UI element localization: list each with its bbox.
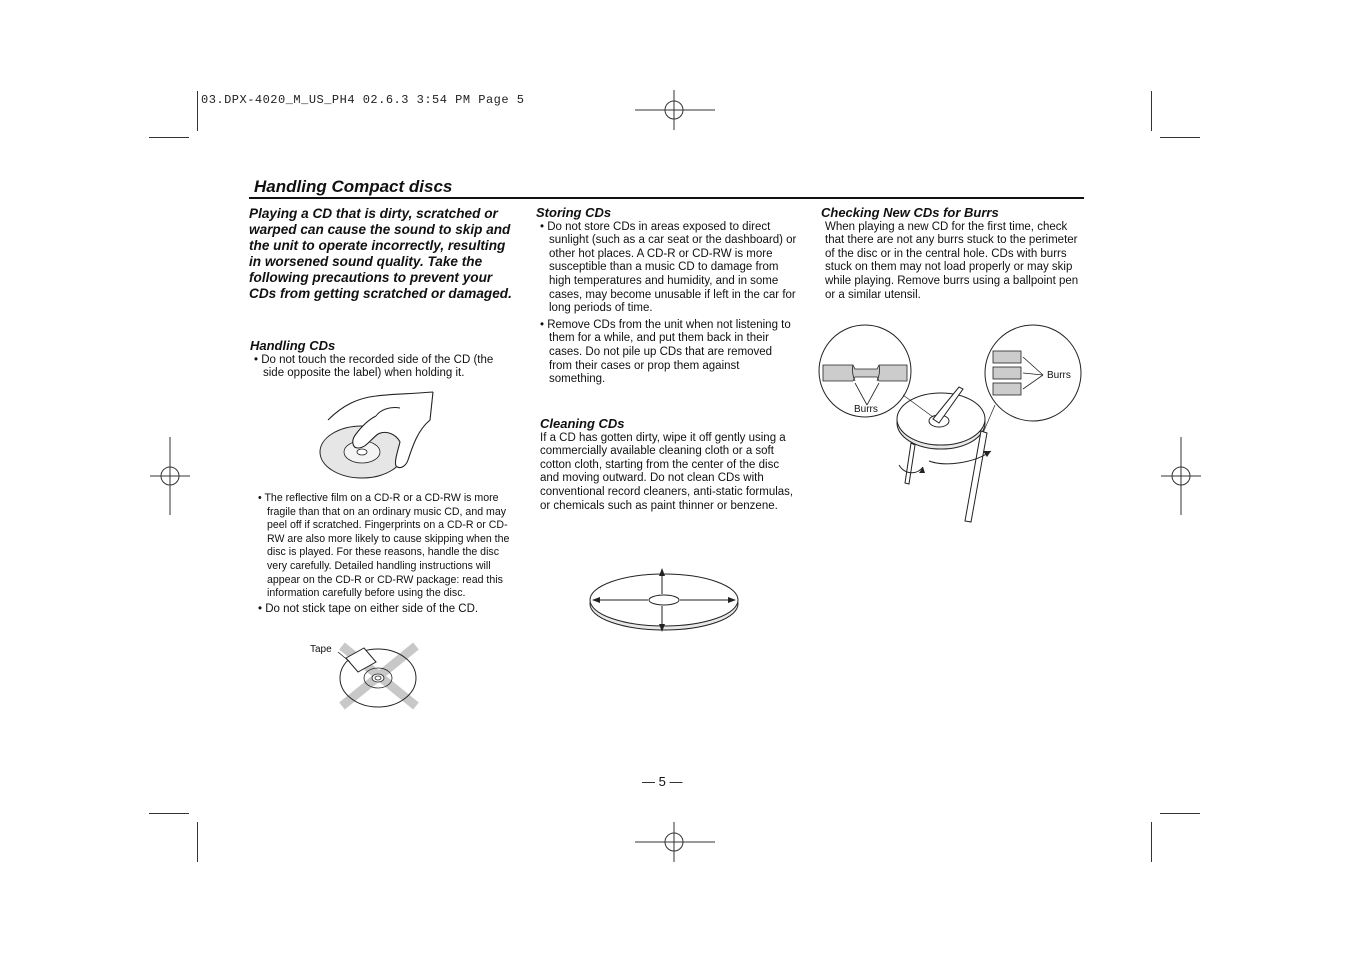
intro-warning: Playing a CD that is dirty, scratched or warped can cause the sound to skip and the unit to operate incorrectly, resulting in worsened sound quality. Take the following precautions to prevent your CDs from getting scratched or damaged. <box>249 206 512 301</box>
burrs-text: When playing a new CD for the first time, check that there are not any burrs stuck to the perimeter of the disc or in the central hole. CDs with burrs stuck on them may not load properly or may skip while playing. Remove burrs using a ballpoint pen or a similar utensil. <box>825 220 1079 301</box>
registration-mark-icon <box>635 90 715 130</box>
registration-mark-icon <box>635 822 715 862</box>
burrs-label-left: Burrs <box>854 404 878 415</box>
crop-mark <box>197 822 198 862</box>
hand-holding-cd-icon <box>318 390 438 485</box>
handling-bullets-more <box>254 492 512 616</box>
storing-section <box>536 206 798 387</box>
print-slug: 03.DPX-4020_M_US_PH4 02.6.3 3:54 PM Page 5 <box>201 93 525 107</box>
page-number: — 5 — <box>642 774 683 789</box>
column-left <box>249 206 517 302</box>
storing-bullet-heat: • Do not store CDs in areas exposed to direct sunlight (such as a car seat or the dashboard) or other hot places. A CD-R or CD-RW is more susceptible than a music CD to damage from high temperatures and humidity, and in some cases, may become unusable if left in the car for long periods of time. <box>540 220 797 315</box>
crop-mark <box>149 813 189 814</box>
title-rule <box>249 197 1084 199</box>
registration-mark-icon <box>150 437 190 515</box>
cleaning-section <box>540 417 798 513</box>
handling-bullet-tape: • Do not stick tape on either side of the CD. <box>258 602 479 615</box>
crop-mark <box>1160 813 1200 814</box>
crop-mark <box>197 91 198 131</box>
cleaning-heading: Cleaning CDs <box>540 416 625 431</box>
handling-bullet-touch: • Do not touch the recorded side of the CD (the side opposite the label) when holding it. <box>254 353 494 380</box>
handling-section <box>250 339 512 381</box>
burr-removal-icon <box>815 325 1083 525</box>
cleaning-text: If a CD has gotten dirty, wipe it off gently using a commercially available cleaning cloth or a soft cotton cloth, starting from the center of the disc and moving outward. Do not clean CDs with conventional record cleaners, anti-static formulas, or chemicals such as paint thinner or benzene. <box>540 431 794 512</box>
cd-cleaning-arrows-icon <box>588 566 740 638</box>
handling-bullet-cdr: • The reflective film on a CD-R or a CD-RW is more fragile than that on an ordinary music CD, and may peel off if scratched. Fingerprints on a CD-R or CD-RW are also more likely to cause skipping when the disc is played. For these reasons, handle the disc very carefully. Detailed handling instructions will appear on the CD-R or CD-RW package: read this information carefully before using the disc. <box>258 492 510 600</box>
burrs-section <box>821 206 1083 302</box>
crop-mark <box>1160 137 1200 138</box>
crop-mark <box>149 137 189 138</box>
section-title: Handling Compact discs <box>254 177 453 196</box>
burrs-label-right: Burrs <box>1047 370 1071 381</box>
storing-bullet-cases: • Remove CDs from the unit when not listening to them for a while, and put them back in their cases. Do not pile up CDs that are removed from their cases or prop them against something. <box>540 318 791 386</box>
registration-mark-icon <box>1161 437 1201 515</box>
cd-with-tape-icon <box>334 642 424 714</box>
crop-mark <box>1151 91 1152 131</box>
storing-heading: Storing CDs <box>536 205 612 220</box>
burrs-heading: Checking New CDs for Burrs <box>821 205 999 220</box>
crop-mark <box>1151 822 1152 862</box>
handling-heading: Handling CDs <box>250 338 336 353</box>
tape-label: Tape <box>310 644 332 655</box>
